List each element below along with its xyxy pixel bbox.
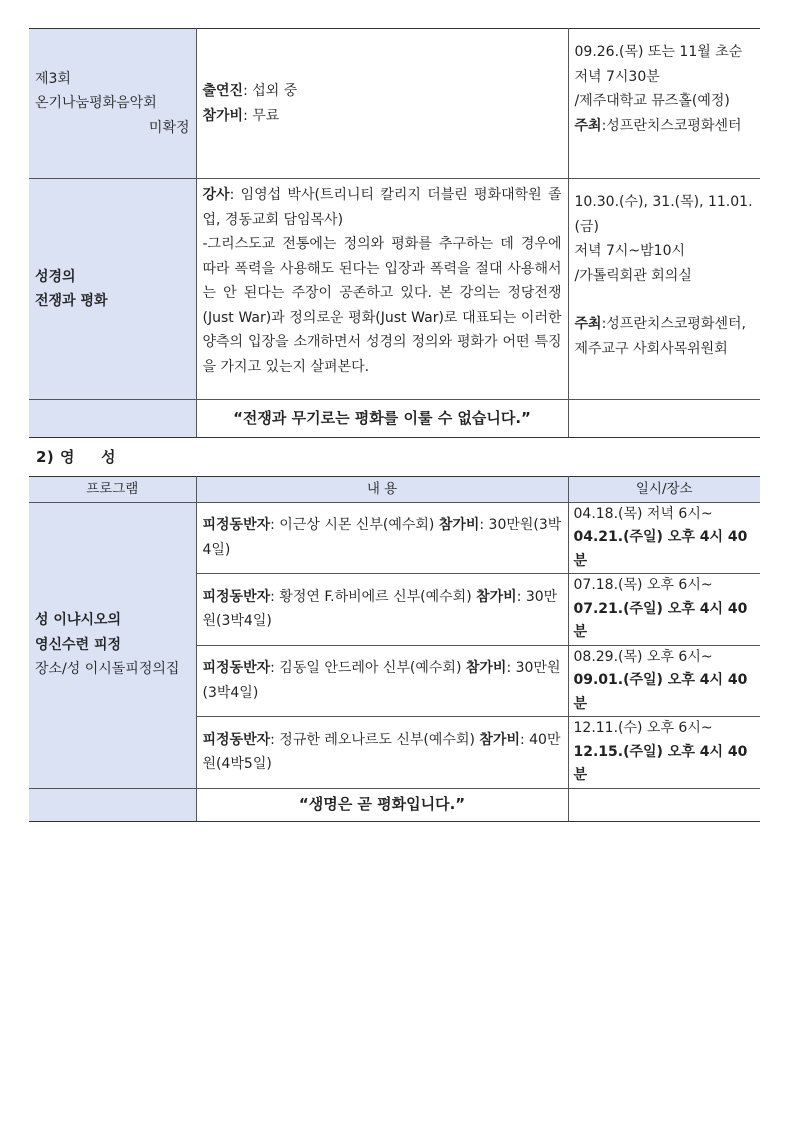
content-cell xyxy=(196,29,568,179)
guide-key: 피정동반자 xyxy=(202,588,271,605)
retreat-content xyxy=(196,717,568,789)
schedule-line: 저녁 7시~밤10시 xyxy=(574,243,686,259)
performer-value: : 섭외 중 xyxy=(243,83,298,99)
fee-value: : 30만원(3박4일) xyxy=(202,517,562,558)
schedule-cell xyxy=(568,29,760,179)
guide-key: 피정동반자 xyxy=(202,660,271,677)
host-value: :성프란치스코평화센터, 제주교구 사회사목위원회 xyxy=(574,316,746,357)
retreat-content xyxy=(196,502,568,574)
date-end: 09.01.(주일) 오후 4시 40분 xyxy=(573,672,748,712)
program-title-line: 영신수련 피정 xyxy=(35,636,122,653)
lecturer-value: : 임영섭 박사(트리니티 칼리지 더블린 평화대학원 졸업, 경동교회 담임목사) xyxy=(202,187,562,228)
date-end: 07.21.(주일) 오후 4시 40분 xyxy=(573,600,748,640)
fee-value: : 무료 xyxy=(243,107,280,124)
fee-key: 참가비 xyxy=(438,517,480,534)
date-end: 12.15.(주일) 오후 4시 40분 xyxy=(573,743,748,783)
fee-value: : 40만원(4박5일) xyxy=(202,731,561,773)
program-title-line: 온기나눔평화음악회 xyxy=(35,95,157,112)
fee-key: 참가비 xyxy=(465,660,507,677)
event-table-peace xyxy=(29,28,760,438)
date-start: 12.11.(수) 오후 6시~ xyxy=(573,720,713,736)
slogan-row xyxy=(29,400,760,438)
schedule-line: /제주대학교 뮤즈홀(예정) xyxy=(574,93,730,109)
guide-value: : 정규한 레오나르도 신부(예수회) xyxy=(270,731,480,748)
event-table-retreat xyxy=(29,476,760,822)
retreat-date xyxy=(568,574,760,646)
schedule-line: /가톨릭회관 회의실 xyxy=(574,267,692,284)
host-line xyxy=(575,114,755,139)
empty-label-cell xyxy=(29,788,196,821)
lecturer-key: 강사 xyxy=(202,187,230,203)
schedule-line: 저녁 7시30분 xyxy=(574,68,660,85)
fee-value: : 30만원(3박4일) xyxy=(202,660,561,701)
section-title-a: 영 xyxy=(60,448,76,466)
guide-value: : 김동일 안드레아 신부(예수회) xyxy=(270,660,466,677)
program-title-line: 전쟁과 평화 xyxy=(35,293,108,309)
slogan-text: “생명은 곧 평화입니다.” xyxy=(196,788,568,821)
retreat-date xyxy=(568,717,760,789)
guide-key: 피정동반자 xyxy=(202,517,271,534)
section-title-b: 성 xyxy=(101,448,117,466)
schedule-line: 09.26.(목) 또는 11월 초순 xyxy=(574,44,743,60)
lecture-description: -그리스도교 전통에는 정의와 평화를 추구하는 데 경우에 따라 폭력을 사용해도 된다는 입장과 폭력을 절대 사용해서는 안 된다는 주장이 공존하고 있다. 본 강의는 정당전쟁(Just War)과 정의로운 평화(Just War)로 대표되는 이러한 양측의 입장을 소개하면서 성경의 정의와 평화가 어떤 특징을 가지고 있는지 살펴본다. xyxy=(202,236,562,375)
schedule-cell xyxy=(568,179,760,400)
program-cell xyxy=(29,502,196,788)
slogan-text: “전쟁과 무기로는 평화를 이룰 수 없습니다.” xyxy=(196,400,568,438)
header-schedule: 일시/장소 xyxy=(568,477,760,503)
lecturer-line xyxy=(203,183,562,232)
program-title-line: 성경의 xyxy=(35,268,76,285)
guide-value: : 이근상 시몬 신부(예수회) xyxy=(270,517,439,534)
status-text: 미확정 xyxy=(148,119,190,136)
program-cell xyxy=(29,179,196,400)
host-line xyxy=(575,312,755,361)
header-content: 내 용 xyxy=(196,477,568,503)
fee-key: 참가비 xyxy=(476,588,517,605)
date-start: 04.18.(목) 저녁 6시~ xyxy=(573,505,713,522)
host-key: 주최 xyxy=(574,117,602,134)
retreat-date xyxy=(568,502,760,574)
table-row xyxy=(29,29,760,179)
guide-value: : 황정연 F.하비에르 신부(예수회) xyxy=(270,588,477,605)
empty-cell xyxy=(568,788,760,821)
fee-value: : 30만원(3박4일) xyxy=(202,588,558,630)
fee-line xyxy=(203,104,562,129)
section-number: 2) xyxy=(36,448,55,466)
retreat-content xyxy=(196,574,568,646)
program-title-line: 제3회 xyxy=(35,70,71,87)
date-start: 08.29.(목) 오후 6시~ xyxy=(573,648,713,665)
date-start: 07.18.(목) 오후 6시~ xyxy=(573,577,713,593)
program-title-line: 성 이냐시오의 xyxy=(35,612,122,629)
date-end: 04.21.(주일) 오후 4시 40분 xyxy=(573,529,748,569)
slogan-row xyxy=(29,788,760,821)
program-cell xyxy=(29,29,196,179)
fee-key: 참가비 xyxy=(202,107,244,124)
content-cell xyxy=(196,179,568,400)
section-heading xyxy=(36,446,116,467)
header-row xyxy=(29,477,760,503)
retreat-content xyxy=(196,645,568,717)
header-program: 프로그램 xyxy=(29,477,196,503)
table-row xyxy=(29,502,760,574)
retreat-date xyxy=(568,645,760,717)
fee-key: 참가비 xyxy=(479,731,520,748)
performer-line xyxy=(203,79,562,104)
empty-label-cell xyxy=(29,400,196,438)
schedule-line: 10.30.(수), 31.(목), 11.01.(금) xyxy=(574,194,753,235)
empty-cell xyxy=(568,400,760,438)
performer-key: 출연진 xyxy=(202,83,244,99)
table-row xyxy=(29,179,760,400)
guide-key: 피정동반자 xyxy=(202,731,271,748)
host-key: 주최 xyxy=(574,316,602,332)
host-value: :성프란치스코평화센터 xyxy=(601,117,742,134)
place-text: 장소/성 이시돌피정의집 xyxy=(35,661,180,678)
